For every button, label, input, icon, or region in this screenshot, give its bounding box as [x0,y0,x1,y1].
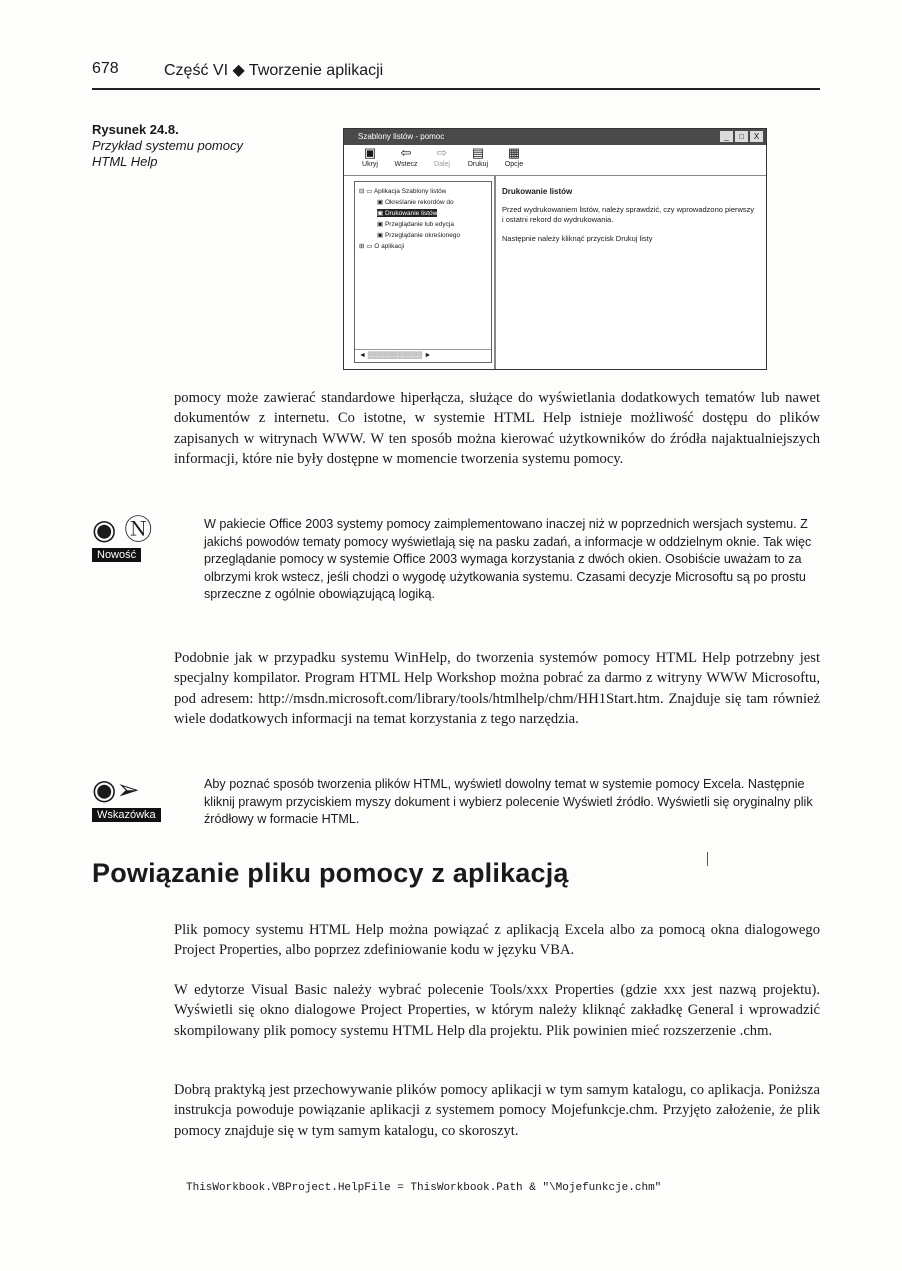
new-feature-icon: ◉ Ⓝ [92,514,153,545]
topic-paragraph: Następnie należy kliknąć przycisk Drukuj listy [502,234,653,243]
close-icon: X [750,131,763,142]
running-header [92,58,820,90]
figure-description: Przykład systemu pomocy HTML Help [92,138,243,169]
help-window-figure [343,128,767,370]
horizontal-scrollbar: ◄ ▒▒▒▒▒▒▒▒▒▒▒ ► [355,349,491,362]
tip-note-icon [92,775,161,823]
topic-paragraph: Przed wydrukowaniem listów, należy sprawdzić, czy wprowadzono pierwszy i ostatni rekord do wydrukowania. [502,205,755,224]
new-feature-note-icon [92,515,152,563]
help-window-title: Szablony listów - pomoc [358,132,445,141]
tree-item: ▣ Określanie rekordów do [377,199,454,206]
forward-icon: ⇨ [436,145,448,160]
tree-item-selected: ▣ Drukowanie listów [377,210,438,217]
forward-button: ⇨ Dalej [434,145,450,168]
code-line: ThisWorkbook.VBProject.HelpFile = ThisWorkbook.Path & "\Mojefunkcje.chm" [186,1182,662,1194]
back-icon: ⇦ [400,145,412,160]
options-button: ▦ Opcje [504,145,524,168]
hide-button: ▣ Ukryj [362,145,378,168]
body-paragraph: W edytorze Visual Basic należy wybrać polecenie Tools/xxx Properties (gdzie xxx jest nazwą projektu). Wyświetli się okno dialogowe Project Properties, w którym należy kliknąć zakładkę General i wprowadzić skompilowany plik pomocy systemu HTML Help dla projektu. Plik powinien mieć rozszerzenie .chm. [174,982,820,1039]
minimize-icon: _ [720,131,733,142]
pane-divider [494,175,496,369]
tree-item: ▣ Przeglądanie określonego [377,232,461,239]
scan-mark [707,852,708,866]
tip-icon: ◉➢ [92,774,140,805]
tree-item: ⊞ ▭ O aplikacji [359,243,405,250]
options-icon: ▦ [507,145,521,160]
body-paragraph: pomocy może zawierać standardowe hiperłącza, służące do wyświetlania dodatkowych tematów lub nawet dokumentów z internetu. Co istotne, w systemie HTML Help istnieje możliwość dostępu do plików zapisanych w witrynach WWW. W ten sposób można kierować użytkowników do źródła najaktualniejszych informacji, które nie były dostępne w momencie tworzenia systemu pomocy. [174,390,820,468]
chapter-title: Część VI ◆ Tworzenie aplikacji [164,62,384,79]
help-topic-pane [502,187,757,253]
figure-label: Rysunek 24.8. [92,122,179,137]
tip-note: Aby poznać sposób tworzenia plików HTML, wyświetl dowolny temat w systemie pomocy Excela. Następnie kliknij prawym przyciskiem myszy dokument i wybierz polecenie Wyświetl źródło. Wyświetli się oryginalny plik źródłowy w formacie HTML. [204,777,813,826]
maximize-icon: □ [735,131,748,142]
body-paragraph: Dobrą praktyką jest przechowywanie plików pomocy aplikacji w tym samym katalogu, co aplikacja. Poniższa instrukcja powoduje powiązanie aplikacji z systemem pomocy Mojefunkcje.chm. Przyjęto założenie, że plik pomocy znajduje się w tym samym katalogu, co skoroszyt. [174,1082,820,1139]
body-paragraph: Plik pomocy systemu HTML Help można powiązać z aplikacją Excela albo za pomocą okna dialogowego Project Properties, albo poprzez zdefiniowanie kodu w języku VBA. [174,922,820,959]
help-window-titlebar [344,129,766,145]
tree-item: ▣ Przeglądanie lub edycja [377,221,454,228]
topic-heading: Drukowanie listów [502,187,573,196]
tip-badge: Wskazówka [92,808,161,822]
print-icon: ▤ [471,145,485,160]
new-feature-note: W pakiecie Office 2003 systemy pomocy zaimplementowano inaczej niż w poprzednich wersjach systemu. Z jakichś powodów tematy pomocy wyświetlają się na pasku zadań, a informacje w oddzielnym oknie. Tak więc przeglądanie pomocy w systemie Office 2003 wymaga korzystania z dwóch okien. Osobiście uważam to za olbrzymi krok wstecz, jeśli chodzi o wygodę użytkowania systemu. Czasami decyzje Microsoftu są po prostu sprzeczne z ogólnie obowiązującą logiką. [204,517,812,601]
help-toolbar [344,145,766,176]
tree-item: ⊟ ▭ Aplikacja Szablony listów [359,188,447,195]
figure-caption [92,122,257,170]
new-feature-badge: Nowość [92,548,141,562]
page-number: 678 [92,60,119,77]
body-paragraph: Podobnie jak w przypadku systemu WinHelp, do tworzenia systemów pomocy HTML Help potrzebny jest specjalny kompilator. Program HTML Help Workshop można pobrać za darmo z witryny WWW Microsoftu, pod adresem: http://msdn.microsoft.com/library/tools/htmlhelp/chm/HH1Start.htm. Znajduje się tam również wiele dodatkowych informacji na temat korzystania z tego narzędzia. [174,650,820,728]
print-button: ▤ Drukuj [467,145,489,168]
hide-icon: ▣ [363,145,377,160]
section-heading: Powiązanie pliku pomocy z aplikacją [92,858,569,888]
back-button: ⇦ Wstecz [394,145,418,168]
help-contents-tree [354,181,492,363]
